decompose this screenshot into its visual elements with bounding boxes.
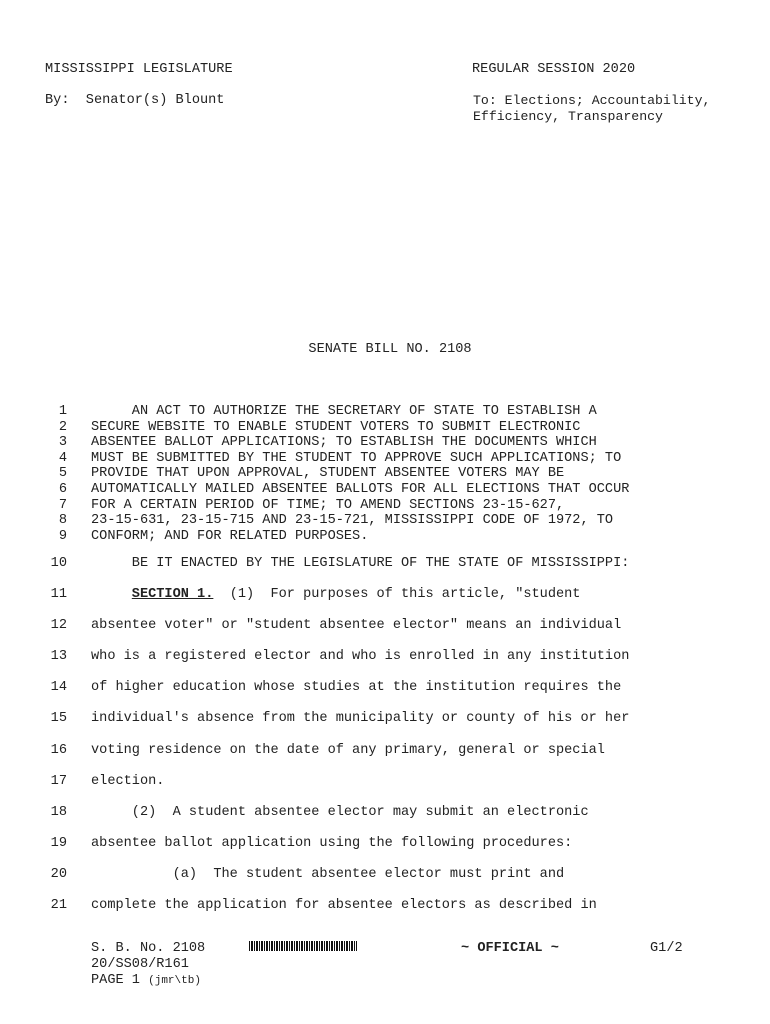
line-text: who is a registered elector and who is enrolled in any institution — [91, 649, 630, 665]
line-number: 3 — [58, 435, 67, 451]
line-number: 16 — [50, 742, 67, 758]
line-text: absentee ballot application using the following procedures: — [91, 835, 573, 851]
line-text: voting residence on the date of any primary, general or special — [91, 742, 605, 758]
line-number: 14 — [50, 680, 67, 696]
line-number: 15 — [50, 711, 67, 727]
line-text: MUST BE SUBMITTED BY THE STUDENT TO APPROVE SUCH APPLICATIONS; TO — [91, 450, 622, 466]
line-text: SECURE WEBSITE TO ENABLE STUDENT VOTERS TO SUBMIT ELECTRONIC — [91, 419, 581, 435]
legislature-name: MISSISSIPPI LEGISLATURE — [45, 62, 233, 77]
line-text: of higher education whose studies at the institution requires the — [91, 680, 622, 696]
line-number: 2 — [58, 419, 67, 435]
line-text: AN ACT TO AUTHORIZE THE SECRETARY OF STATE TO ESTABLISH A — [91, 404, 597, 419]
line-number: 5 — [58, 466, 67, 482]
line-number: 20 — [50, 866, 67, 882]
line-text: AUTOMATICALLY MAILED ABSENTEE BALLOTS FOR ALL ELECTIONS THAT OCCUR — [91, 482, 630, 497]
official-label: ~ OFFICIAL ~ — [461, 941, 559, 956]
line-text: (2) A student absentee elector may submit an electronic — [91, 804, 589, 820]
line-number: 19 — [50, 835, 67, 851]
page-code: G1/2 — [650, 941, 683, 956]
bill-title: SENATE BILL NO. 2108 — [308, 342, 472, 357]
indent — [91, 587, 132, 602]
typist-initials: (jmr\tb) — [148, 975, 201, 987]
line-number: 21 — [50, 898, 67, 913]
section-heading: SECTION 1. — [131, 587, 214, 602]
section-text: (1) For purposes of this article, "student — [213, 587, 581, 602]
line-text: FOR A CERTAIN PERIOD OF TIME; TO AMEND SECTIONS 23-15-627, — [91, 497, 565, 513]
line-number: 17 — [50, 773, 67, 789]
line-number: 6 — [58, 482, 67, 497]
barcode-icon — [249, 941, 357, 951]
line-number: 9 — [58, 528, 67, 544]
line-text: 23-15-631, 23-15-715 AND 23-15-721, MISSISSIPPI CODE OF 1972, TO — [91, 513, 614, 529]
line-number: 7 — [58, 497, 67, 513]
line-number: 1 — [58, 404, 67, 419]
line-number: 12 — [50, 618, 67, 634]
line-text: (a) The student absentee elector must print and — [91, 866, 565, 882]
page-label: PAGE 1 — [91, 973, 140, 988]
line-number: 11 — [50, 587, 67, 602]
session-label: REGULAR SESSION 2020 — [472, 62, 636, 77]
line-text: absentee voter" or "student absentee elector" means an individual — [91, 618, 622, 634]
sponsor: By: Senator(s) Blount — [45, 93, 225, 108]
page-number — [91, 973, 201, 989]
line-number: 4 — [58, 450, 67, 466]
line-text: complete the application for absentee electors as described in — [91, 898, 597, 913]
line-text: individual's absence from the municipality or county of his or her — [91, 711, 630, 727]
line-text — [91, 587, 580, 602]
line-text: ABSENTEE BALLOT APPLICATIONS; TO ESTABLISH THE DOCUMENTS WHICH — [91, 435, 597, 451]
document-code: 20/SS08/R161 — [91, 957, 189, 972]
footer-bill-number: S. B. No. 2108 — [91, 941, 206, 956]
line-text: BE IT ENACTED BY THE LEGISLATURE OF THE STATE OF MISSISSIPPI: — [91, 556, 630, 571]
line-text: election. — [91, 773, 165, 789]
line-number: 8 — [58, 513, 67, 529]
committee-referral: To: Elections; Accountability, Efficiency, Transparency — [473, 93, 711, 124]
line-number: 10 — [50, 556, 67, 571]
line-text: PROVIDE THAT UPON APPROVAL, STUDENT ABSENTEE VOTERS MAY BE — [91, 466, 565, 482]
line-number: 18 — [50, 804, 67, 820]
line-text: CONFORM; AND FOR RELATED PURPOSES. — [91, 528, 369, 544]
line-number: 13 — [50, 649, 67, 665]
